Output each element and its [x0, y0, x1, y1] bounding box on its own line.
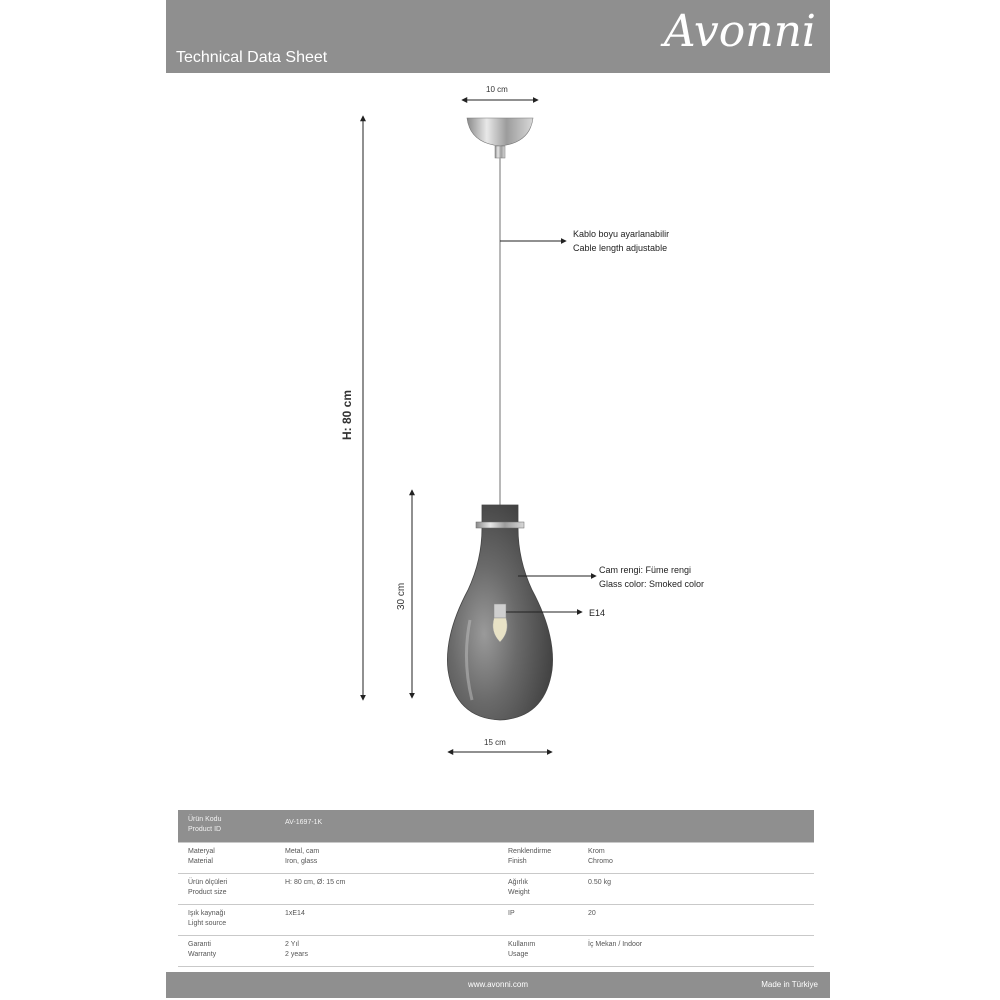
glass-note-tr: Cam rengi: Füme rengi: [599, 565, 692, 575]
top-width-label: 10 cm: [486, 85, 508, 94]
footer-made-in: Made in Türkiye: [761, 980, 818, 989]
brand-logo: Avonni: [663, 6, 816, 57]
row-label-2: Renklendirme Finish: [508, 848, 552, 865]
socket-note: E14: [589, 608, 606, 618]
ceiling-canopy: [467, 118, 533, 146]
table-row: [178, 935, 814, 967]
bottom-width-label: 15 cm: [484, 738, 506, 747]
row-label: Işık kaynağı Light source: [188, 910, 227, 927]
cable-note-en: Cable length adjustable: [573, 243, 668, 253]
glass-height-label: 30 cm: [396, 582, 407, 610]
row-value: 1xE14: [285, 910, 305, 917]
total-height-label: H: 80 cm: [340, 389, 354, 440]
page-title: Technical Data Sheet: [176, 49, 328, 66]
row-value-2: 20: [588, 910, 596, 917]
row-value-2: Krom Chromo: [588, 848, 613, 865]
row-value-2: İç Mekan / Indoor: [588, 941, 643, 948]
row-label-2: Ağırlık Weight: [508, 879, 530, 896]
bulb-socket: [494, 604, 506, 618]
table-row: [178, 904, 814, 935]
product-id-value: AV-1697-1K: [285, 819, 323, 826]
row-label: Ürün ölçüleri Product size: [188, 879, 228, 896]
cable-gripper: [495, 146, 505, 158]
glass-note: [599, 563, 704, 591]
row-value-2: 0.50 kg: [588, 879, 611, 886]
glass-collar: [476, 522, 524, 528]
row-label: Garanti Warranty: [188, 941, 217, 958]
footer-url: www.avonni.com: [467, 980, 529, 989]
table-row: [178, 842, 814, 873]
product-id-label: [188, 815, 221, 835]
cable-note-tr: Kablo boyu ayarlanabilir: [573, 229, 670, 239]
row-label: Materyal Material: [188, 848, 215, 865]
row-label-2: IP: [508, 910, 515, 917]
spec-table: [178, 810, 814, 967]
spec-table-header: [178, 810, 814, 842]
row-label-2: Kullanım Usage: [508, 941, 536, 958]
table-row: [178, 873, 814, 904]
row-value: 2 Yıl 2 years: [285, 941, 308, 958]
row-value: H: 80 cm, Ø: 15 cm: [285, 879, 346, 886]
row-value: Metal, cam Iron, glass: [285, 848, 320, 865]
cable-note: [573, 227, 669, 255]
footer-bar: [166, 972, 830, 998]
glass-note-en: Glass color: Smoked color: [599, 579, 705, 589]
product-id-label-en: Product ID: [188, 826, 222, 833]
product-id-label-tr: Ürün Kodu: [188, 816, 222, 823]
